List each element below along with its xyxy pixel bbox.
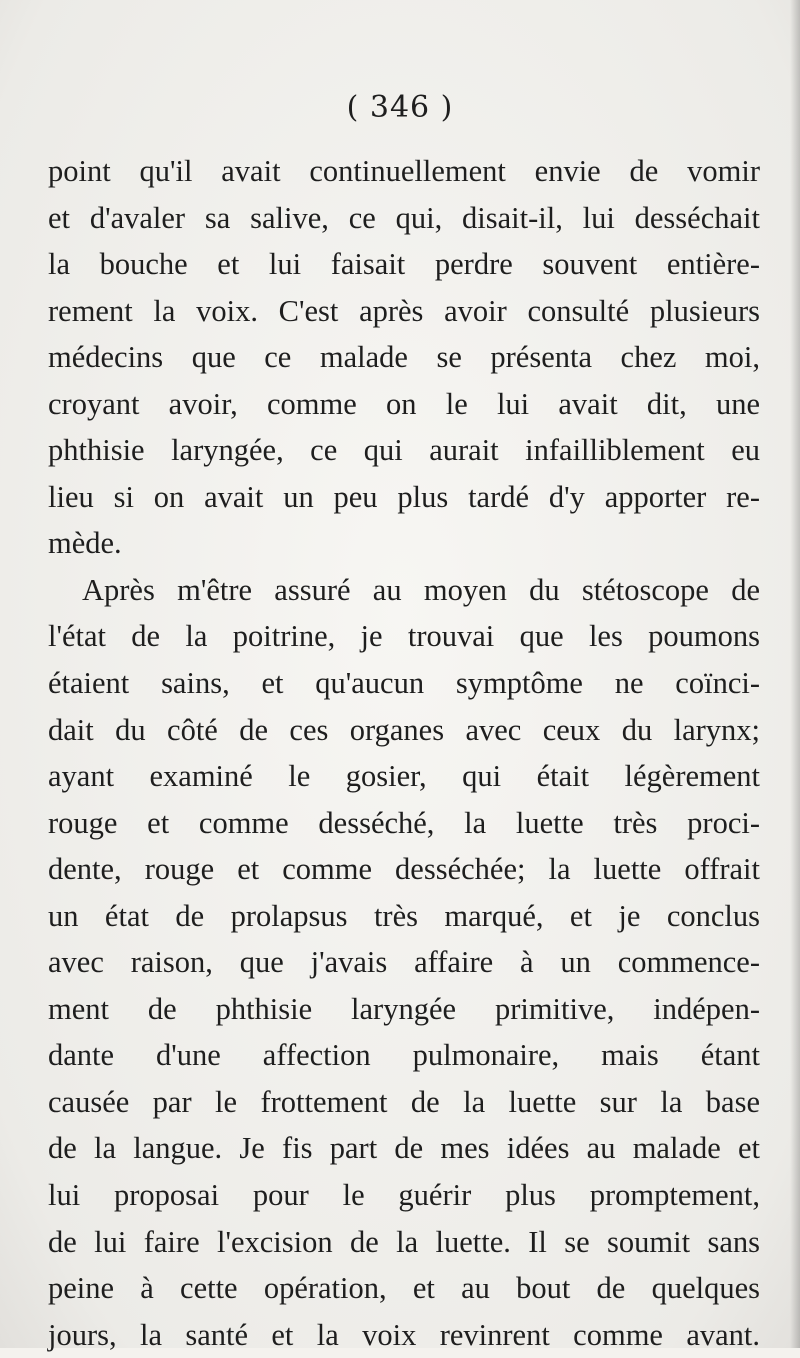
page-number: ( 346 ) bbox=[346, 90, 454, 125]
text-line: croyant avoir, comme on le lui avait dit, une bbox=[48, 386, 760, 421]
text-line: dente, rouge et comme desséchée; la luette offrait bbox=[48, 852, 760, 887]
paragraph-end-line: mède. bbox=[48, 526, 122, 561]
text-line: rouge et comme desséché, la luette très proci- bbox=[48, 805, 760, 840]
text-line: et d'avaler sa salive, ce qui, disait-il, lui desséchait bbox=[48, 200, 760, 235]
text-line: jours, la santé et la voix revinrent comme avant. bbox=[48, 1317, 760, 1352]
text-line: dante d'une affection pulmonaire, mais étant bbox=[48, 1038, 760, 1073]
text-line: lui proposai pour le guérir plus promptement, bbox=[48, 1178, 760, 1213]
text-line: avec raison, que j'avais affaire à un commence- bbox=[48, 945, 760, 980]
text-line: de lui faire l'excision de la luette. Il se soumit sans bbox=[48, 1224, 760, 1259]
text-line: peine à cette opération, et au bout de quelques bbox=[48, 1271, 760, 1306]
text-line: dait du côté de ces organes avec ceux du larynx; bbox=[48, 712, 760, 747]
text-line: ment de phthisie laryngée primitive, indépen- bbox=[48, 991, 760, 1026]
text-line: étaient sains, et qu'aucun symptôme ne coïnci- bbox=[48, 666, 760, 701]
text-line: causée par le frottement de la luette sur la base bbox=[48, 1084, 760, 1119]
text-line: médecins que ce malade se présenta chez moi, bbox=[48, 340, 760, 375]
page-edge-shadow bbox=[790, 0, 800, 1348]
text-line: un état de prolapsus très marqué, et je conclus bbox=[48, 898, 760, 933]
text-line: rement la voix. C'est après avoir consulté plusieurs bbox=[48, 293, 760, 328]
text-line: la bouche et lui faisait perdre souvent entière- bbox=[48, 247, 760, 282]
text-line: phthisie laryngée, ce qui aurait infailliblement eu bbox=[48, 433, 760, 468]
text-line: ayant examiné le gosier, qui était légèrement bbox=[48, 759, 760, 794]
text-line: l'état de la poitrine, je trouvai que les poumons bbox=[48, 619, 760, 654]
text-line: lieu si on avait un peu plus tardé d'y apporter re- bbox=[48, 479, 760, 514]
text-line: point qu'il avait continuellement envie de vomir bbox=[48, 154, 760, 188]
body-text bbox=[48, 148, 760, 1358]
text-line: de la langue. Je fis part de mes idées au malade et bbox=[48, 1131, 760, 1166]
paragraph-start-line: Après m'être assuré au moyen du stétoscope de bbox=[82, 572, 760, 607]
